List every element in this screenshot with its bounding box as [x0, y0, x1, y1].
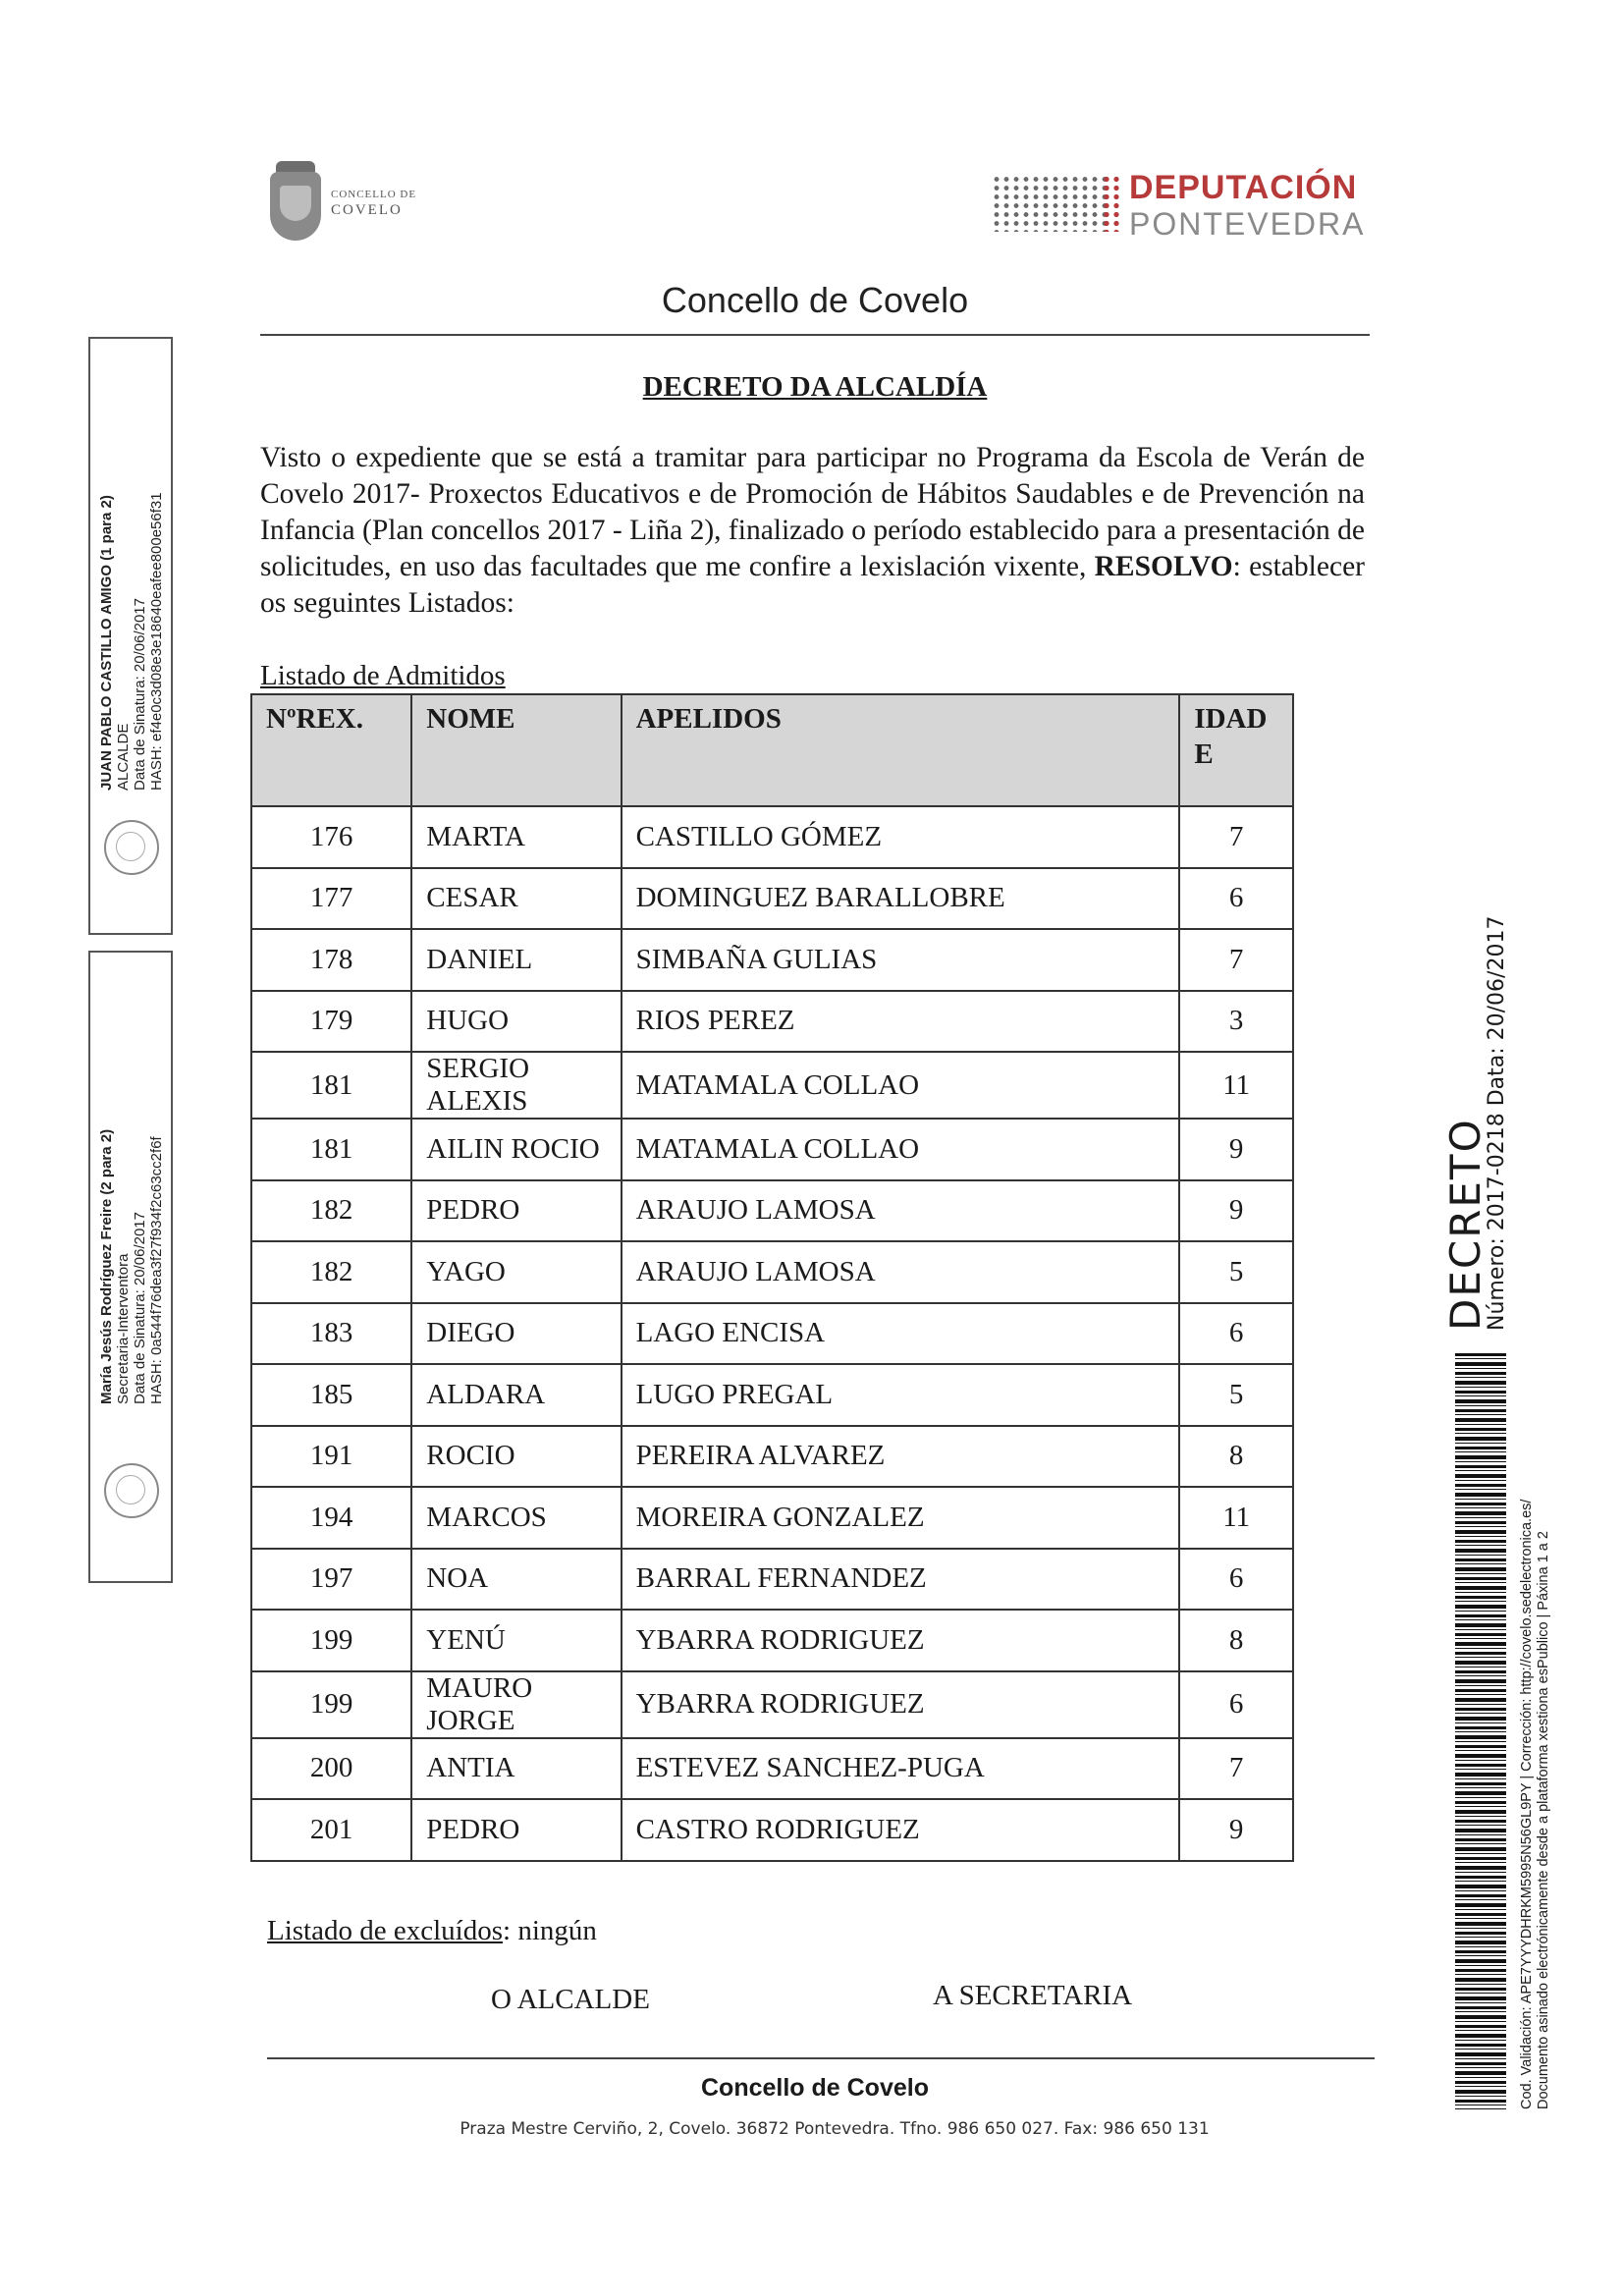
table-row	[251, 1426, 1293, 1488]
cell-apelidos: ARAUJO LAMOSA	[622, 1241, 1180, 1303]
signer-name: JUAN PABLO CASTILLO AMIGO (1 para 2)	[98, 495, 115, 791]
cell-nrex: 185	[251, 1364, 411, 1426]
cell-nrex: 183	[251, 1303, 411, 1365]
table-row	[251, 1671, 1293, 1738]
concello-logo-line1: CONCELLO DE	[331, 189, 417, 200]
cell-nrex: 191	[251, 1426, 411, 1488]
cell-idade: 6	[1179, 1303, 1293, 1365]
table-row	[251, 806, 1293, 868]
cell-nome: NOA	[411, 1549, 621, 1611]
cell-idade: 9	[1179, 1180, 1293, 1242]
table-header-row	[251, 694, 1293, 806]
table-row	[251, 1303, 1293, 1365]
footer-address: Praza Mestre Cerviño, 2, Covelo. 36872 Pontevedra. Tfno. 986 650 027. Fax: 986 650 131	[460, 2119, 1210, 2139]
cell-nrex: 181	[251, 1052, 411, 1119]
cell-apelidos: ESTEVEZ SANCHEZ-PUGA	[622, 1738, 1180, 1800]
cell-nome: AILIN ROCIO	[411, 1119, 621, 1180]
validation-note: Documento asinado electrónicamente desde a plataforma xestiona esPublico | Páxina 1 a 2	[1536, 1531, 1551, 2109]
admitted-list-title: Listado de Admitidos	[260, 660, 506, 691]
paragraph-text-end: : establecer os seguintes Listados:	[260, 551, 1365, 619]
concello-logo	[260, 167, 417, 250]
cell-idade: 7	[1179, 1738, 1293, 1800]
cell-nome: HUGO	[411, 991, 621, 1053]
cell-apelidos: PEREIRA ALVAREZ	[622, 1426, 1180, 1488]
cell-nome: CESAR	[411, 868, 621, 930]
cell-apelidos: MATAMALA COLLAO	[622, 1119, 1180, 1180]
cell-nrex: 176	[251, 806, 411, 868]
cell-idade: 6	[1179, 1549, 1293, 1611]
signer-hash: HASH: 0a544f76dea3f27f934f2c63cc2f6f	[148, 1136, 165, 1404]
table-row	[251, 1799, 1293, 1861]
dots-accent-icon	[1102, 175, 1121, 232]
cell-nrex: 177	[251, 868, 411, 930]
cell-nome: PEDRO	[411, 1180, 621, 1242]
footer-title: Concello de Covelo	[701, 2074, 929, 2102]
table-row	[251, 1241, 1293, 1303]
cell-nome: SERGIO ALEXIS	[411, 1052, 621, 1119]
header-idade: IDAD E	[1179, 694, 1293, 806]
cell-nome: ROCIO	[411, 1426, 621, 1488]
cell-apelidos: CASTILLO GÓMEZ	[622, 806, 1180, 868]
admitted-table	[250, 693, 1294, 1862]
cell-apelidos: ARAUJO LAMOSA	[622, 1180, 1180, 1242]
signature-info	[98, 492, 165, 791]
concello-logo-line2: COVELO	[331, 202, 403, 218]
cell-apelidos: MOREIRA GONZALEZ	[622, 1487, 1180, 1549]
cell-apelidos: YBARRA RODRIGUEZ	[622, 1610, 1180, 1671]
signature-secretaria: A SECRETARIA	[933, 1980, 1133, 2011]
cell-idade: 11	[1179, 1487, 1293, 1549]
cell-apelidos: LUGO PREGAL	[622, 1364, 1180, 1426]
table-row	[251, 991, 1293, 1053]
cell-apelidos: SIMBAÑA GULIAS	[622, 929, 1180, 991]
deputacion-logo	[992, 169, 1366, 243]
cell-nrex: 197	[251, 1549, 411, 1611]
excluded-label: Listado de excluídos	[267, 1915, 504, 1946]
table-row	[251, 1738, 1293, 1800]
stamp-number-date: Número: 2017-0218 Data: 20/06/2017	[1485, 915, 1509, 1331]
decree-paragraph	[260, 440, 1365, 622]
cell-apelidos: DOMINGUEZ BARALLOBRE	[622, 868, 1180, 930]
header-nrex: NºREX.	[251, 694, 411, 806]
cell-nrex: 199	[251, 1610, 411, 1671]
table-row	[251, 1180, 1293, 1242]
seal-icon	[104, 820, 159, 875]
cell-idade: 9	[1179, 1119, 1293, 1180]
page-title: Concello de Covelo	[661, 280, 969, 320]
signer-hash: HASH: ef4e0c3d08e3e18640eafee800e56f31	[148, 492, 165, 791]
footer-divider	[267, 2057, 1375, 2059]
cell-nome: ANTIA	[411, 1738, 621, 1800]
stamp-decreto: DECRETO	[1441, 1118, 1489, 1331]
cell-apelidos: LAGO ENCISA	[622, 1303, 1180, 1365]
signer-name: María Jesús Rodríguez Freire (2 para 2)	[98, 1128, 115, 1404]
cell-apelidos: YBARRA RODRIGUEZ	[622, 1671, 1180, 1738]
table-row	[251, 1119, 1293, 1180]
cell-nrex: 199	[251, 1671, 411, 1738]
cell-nrex: 179	[251, 991, 411, 1053]
table-row	[251, 1610, 1293, 1671]
table-row	[251, 868, 1293, 930]
cell-nome: YAGO	[411, 1241, 621, 1303]
deputacion-subname: PONTEVEDRA	[1129, 206, 1366, 242]
cell-idade: 5	[1179, 1364, 1293, 1426]
cell-apelidos: BARRAL FERNANDEZ	[622, 1549, 1180, 1611]
cell-nome: MARTA	[411, 806, 621, 868]
cell-nome: DANIEL	[411, 929, 621, 991]
cell-idade: 6	[1179, 868, 1293, 930]
paragraph-resolvo: RESOLVO	[1094, 551, 1233, 582]
table-row	[251, 1487, 1293, 1549]
cell-idade: 3	[1179, 991, 1293, 1053]
excluded-value: : ningún	[503, 1915, 597, 1946]
table-row	[251, 929, 1293, 991]
cell-idade: 6	[1179, 1671, 1293, 1738]
header-nome: NOME	[411, 694, 621, 806]
cell-nrex: 178	[251, 929, 411, 991]
cell-nome: MARCOS	[411, 1487, 621, 1549]
signer-role: ALCALDE	[115, 723, 132, 791]
coat-of-arms-icon	[270, 172, 321, 241]
decree-title: DECRETO DA ALCALDÍA	[642, 371, 988, 403]
signature-box-alcalde	[88, 337, 173, 935]
cell-apelidos: RIOS PEREZ	[622, 991, 1180, 1053]
cell-nrex: 182	[251, 1241, 411, 1303]
header-divider	[260, 334, 1370, 336]
signature-alcalde: O ALCALDE	[491, 1984, 650, 2015]
cell-nrex: 200	[251, 1738, 411, 1800]
cell-nrex: 194	[251, 1487, 411, 1549]
cell-idade: 8	[1179, 1426, 1293, 1488]
signature-info	[98, 1129, 165, 1404]
cell-nrex: 201	[251, 1799, 411, 1861]
cell-apelidos: CASTRO RODRIGUEZ	[622, 1799, 1180, 1861]
cell-idade: 9	[1179, 1799, 1293, 1861]
cell-idade: 5	[1179, 1241, 1293, 1303]
dots-grid-icon	[992, 175, 1111, 232]
cell-idade: 8	[1179, 1610, 1293, 1671]
table-row	[251, 1549, 1293, 1611]
cell-nome: MAURO JORGE	[411, 1671, 621, 1738]
cell-idade: 7	[1179, 806, 1293, 868]
signer-date: Data de Sinatura: 20/06/2017	[132, 1212, 148, 1404]
cell-idade: 7	[1179, 929, 1293, 991]
cell-nrex: 182	[251, 1180, 411, 1242]
excluded-list	[267, 1915, 597, 1947]
validation-code: Cod. Validación: APE7YYYDHRKM5995N56GL9PY | Corrección: http://covelo.sedelectronica.es/	[1519, 1499, 1535, 2109]
paragraph-text: Visto o expediente que se está a tramitar para participar no Programa da Escola de Verán de Covelo 2017- Proxectos Educativos e de Promoción de Hábitos Saudables e de Prevención na Infancia (Plan concellos 2017 - Liña 2), finalizado o período establecido para a presentación de solicitudes, en uso das facultades que me confire a lexislación vixente,	[260, 442, 1365, 582]
cell-nome: YENÚ	[411, 1610, 621, 1671]
cell-nome: ALDARA	[411, 1364, 621, 1426]
cell-nome: PEDRO	[411, 1799, 621, 1861]
header-apelidos: APELIDOS	[622, 694, 1180, 806]
barcode-icon	[1455, 1353, 1506, 2109]
cell-apelidos: MATAMALA COLLAO	[622, 1052, 1180, 1119]
cell-idade: 11	[1179, 1052, 1293, 1119]
seal-icon	[104, 1463, 159, 1518]
table-row	[251, 1052, 1293, 1119]
cell-nome: DIEGO	[411, 1303, 621, 1365]
signature-box-secretaria	[88, 951, 173, 1583]
table-row	[251, 1364, 1293, 1426]
cell-nrex: 181	[251, 1119, 411, 1180]
concello-logo-text	[331, 187, 416, 218]
signer-date: Data de Sinatura: 20/06/2017	[132, 598, 148, 791]
deputacion-name: DEPUTACIÓN	[1129, 169, 1358, 206]
signer-role: Secretaria-Interventora	[115, 1253, 132, 1404]
